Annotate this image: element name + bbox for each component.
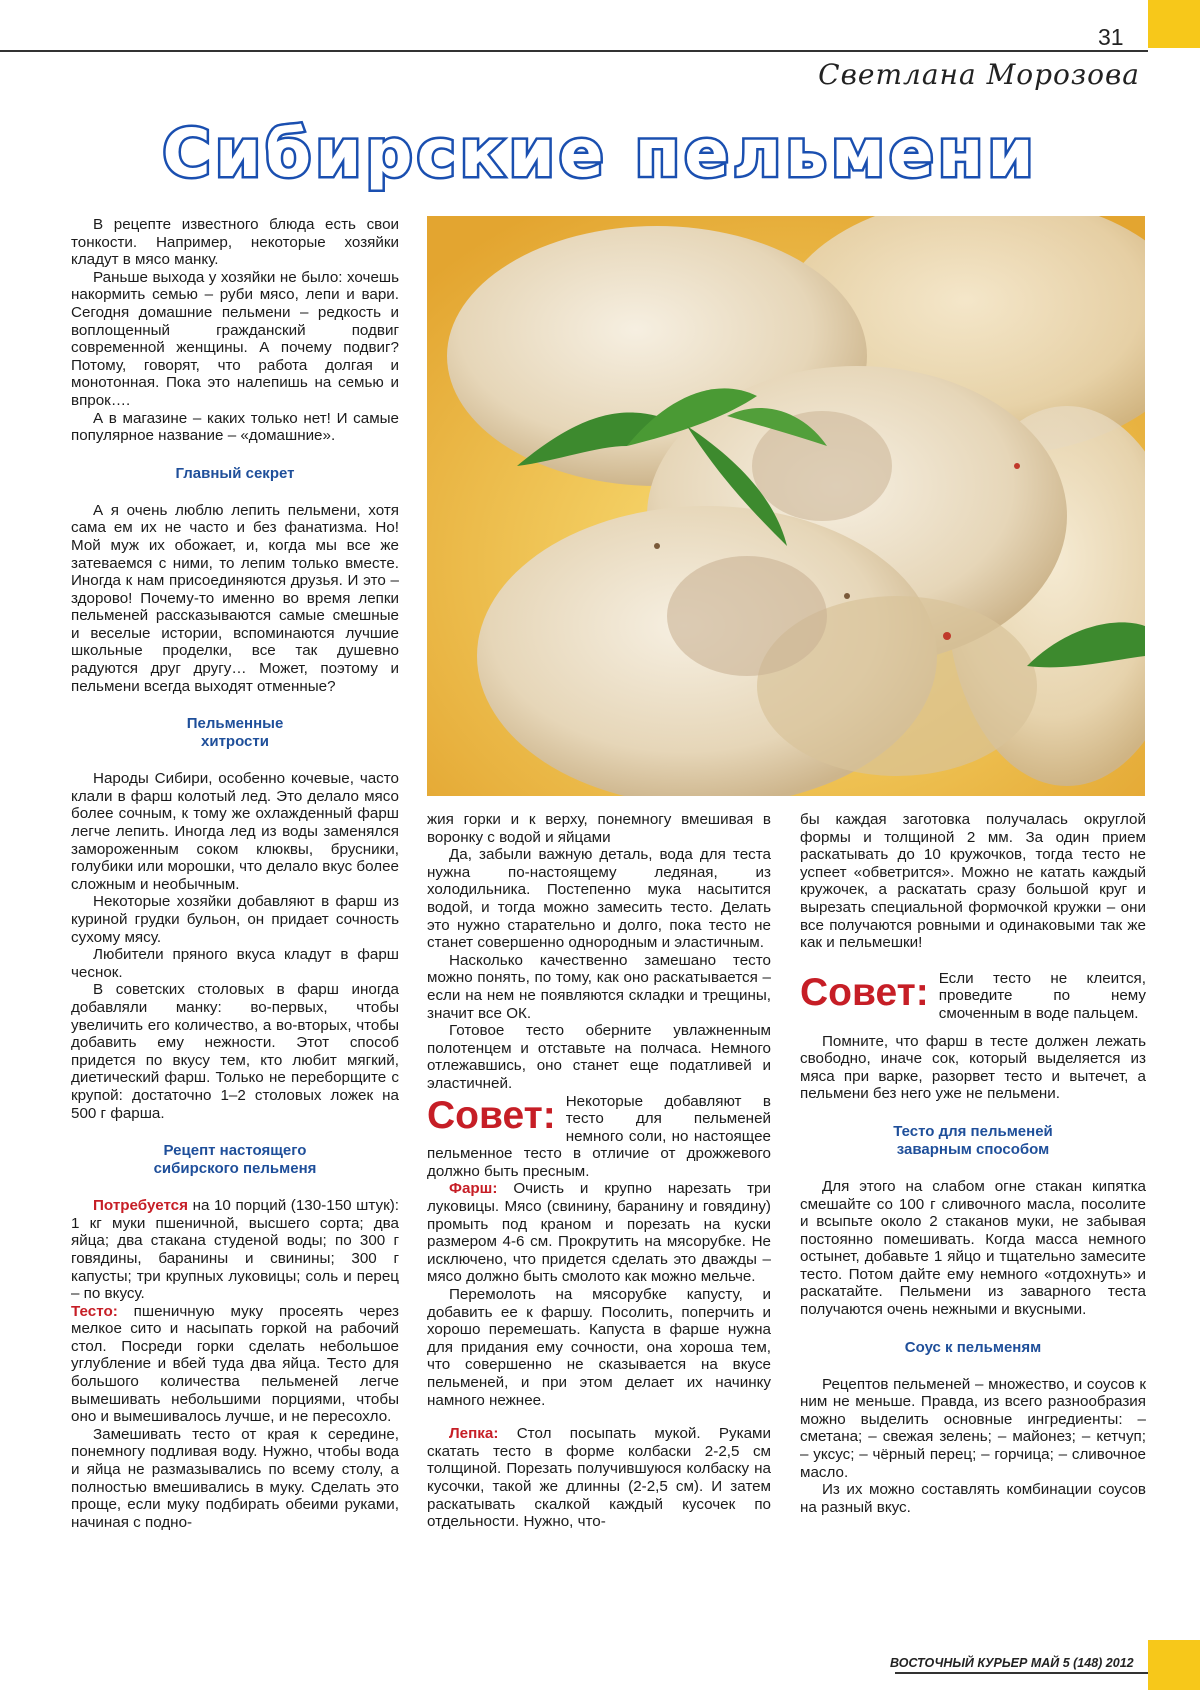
dough-label: Тесто:	[71, 1302, 118, 1320]
paragraph: В рецепте известного блюда есть свои тонкости. Например, некоторые хозяйки кладут в мясо манку.	[71, 216, 399, 269]
footer-rule	[895, 1672, 1148, 1674]
paragraph: Помните, что фарш в тесте должен лежать свободно, иначе сок, который выделяется из мяса при варке, разорвет тесто и вытечет, а пельмени без него уже не пельмени.	[800, 1032, 1146, 1103]
footer-corner-tab	[1148, 1640, 1200, 1690]
filling-label: Фарш:	[449, 1180, 498, 1198]
paragraph: Некоторые хозяйки добавляют в фарш из куриной грудки бульон, он придает сочность сухому мясу.	[71, 893, 399, 946]
header-rule	[0, 50, 1148, 52]
corner-tab	[1148, 0, 1200, 48]
paragraph: А в магазине – каких только нет! И самые популярное название – «домашние».	[71, 409, 399, 445]
paragraph: Рецептов пельменей – множество, и соусов к ним не меньше. Правда, из всего разнообразия можно выделить основные ингредиенты: – сметана; – свежая зелень; – майонез; – кетчуп; – уксус; – чёрный перец; – горчица; – сливочное масло.	[800, 1375, 1146, 1481]
paragraph: Насколько качественно замешано тесто можно понять, по тому, как оно раскатывается – если на нем не появляются складки и трещины, значит все ОК.	[427, 951, 771, 1022]
paragraph: Готовое тесто оберните увлажненным полотенцем и отставьте на полчаса. Немного отлежавшись, оно станет еще податливей и эластичней.	[427, 1022, 771, 1092]
page-number: 31	[1098, 24, 1124, 50]
subheading-sauce: Соус к пельменям	[904, 1338, 1042, 1356]
paragraph: Из их можно составлять комбинации соусов на разный вкус.	[800, 1481, 1146, 1516]
advice-box-2: Совет: Если тесто не клеится, проведите по нему смоченным в воде пальцем.	[800, 969, 1146, 1022]
paragraph: Да, забыли важную деталь, вода для теста нужна по-настоящему ледяная, из холодильника. Постепенно мука насытится водой, и тогда можно замесить тесто. Делать это нужно старательно и долго, пока тесто не станет совершенно однородным и эластичным.	[427, 846, 771, 952]
author-name: Светлана Морозова	[818, 58, 1140, 91]
paragraph: А я очень люблю лепить пельмени, хотя сама ем их не часто и без фанатизма. Но! Мой муж их обожает, и, когда мы все же затеваемся с ними, то лепим только вместе. Иногда к нам присоединяются друзья. И это – здорово! Почему-то именно во время лепки пельменей рассказываются самые смешные и веселые истории, вспоминаются лучшие школьные проделки, все так душевно радуются друг другу… Может, поэтому и пельмени всегда выходят отменные?	[71, 501, 399, 695]
article-title	[70, 118, 1130, 198]
paragraph: Перемолоть на мясорубке капусту, и добавить ее к фаршу. Посолить, поперчить и хорошо перемешать. Капуста в фарше нужна для придания ему сочности, она хороша тем, что совершенно не сказывается на вкусе пельменей, и при этом делает их начинку намного нежнее.	[427, 1286, 771, 1409]
dumplings-illustration	[427, 216, 1145, 796]
paragraph: жия горки и к верху, понемногу вмешивая в воронку с водой и яйцами	[427, 811, 771, 846]
filling-paragraph: Фарш: Очисть и крупно нарезать три луковицы. Мясо (свинину, баранину и говядину) промыть под краном и порезать на куски размером 4-6 см. Прокрутить на мясорубке. Не исключено, что придется сделать это дважды – мясо должно быть смолото как можно мельче.	[427, 1180, 771, 1286]
dough-paragraph: Тесто: пшеничную муку просеять через мелкое сито и насыпать горкой на рабочий стол. Посреди горки сделать небольшое углубление и вбей туда два яйца. Тесто для большого количества пельменей легче вымешивать небольшими порциями, чтобы оно и вымешивалось лучше, и не пересохло.	[71, 1302, 399, 1426]
subheading-tricks: Пельменные хитрости	[186, 715, 284, 751]
subheading-main-secret: Главный секрет	[175, 464, 295, 482]
subheading-choux-dough: Тесто для пельменей заварным способом	[893, 1122, 1053, 1158]
paragraph: В советских столовых в фарш иногда добавляли манку: во-первых, чтобы увеличить его количество, а во-вторых, чтобы добавить ему нежности. Этот способ придется по вкусу тем, кто любит мягкий, диетический фарш. Только не переборщите с крупой: достаточно 1–2 столовых ложек на 500 г фарша.	[71, 981, 399, 1122]
ingredients-label: Потребуется	[93, 1197, 188, 1215]
paragraph: Любители пряного вкуса кладут в фарш чеснок.	[71, 946, 399, 981]
advice-label: Совет:	[800, 970, 929, 1014]
advice-box-1: Совет: Некоторые добавляют в тесто для пельменей немного соли, но настоящее пельменное тесто в отличие от дрожжевого должно быть пресным.	[427, 1092, 771, 1180]
shaping-label: Лепка:	[449, 1425, 499, 1443]
column-3	[800, 811, 1146, 1516]
paragraph: бы каждая заготовка получалась округлой формы и толщиной 2 мм. За один прием раскатывать до 10 кружочков, тогда тесто не успеет «обветрится». Можно не катать каждый кружочек, а раскатать сразу большой круг и вырезать специальной формочкой кружки – они все получаются ровными и одинаковыми так же как и пельмешки!	[800, 811, 1146, 952]
magazine-footer: ВОСТОЧНЫЙ КУРЬЕР МАЙ 5 (148) 2012	[890, 1656, 1134, 1670]
shaping-paragraph: Лепка: Стол посыпать мукой. Руками скатать тесто в форме колбаски 2-2,5 см толщиной. Порезать получившуюся колбаску на кусочки, такой же длинны (2-2,5 см). И затем раскатывать скалкой каждый кусочек по отдельности. Нужно, что-	[427, 1425, 771, 1531]
paragraph: Раньше выхода у хозяйки не было: хочешь накормить семью – руби мясо, лепи и вари. Сегодня домашние пельмени – редкость и воплощенный гражданский подвиг современной женщины. А почему подвиг? Потому, говорят, что работа долгая и монотонная. Пока это налепишь на семью и впрок….	[71, 268, 399, 409]
article-title-text: Сибирские пельмени	[162, 118, 1038, 192]
column-2	[427, 811, 771, 1531]
ingredients-paragraph: Потребуется на 10 порций (130-150 штук): 1 кг муки пшеничной, высшего сорта; два яйца; два стакана студеной воды; по 300 г говядины, баранины и свинины; 300 г капусты; три крупных луковицы; соль и перец – по вкусу.	[71, 1197, 399, 1303]
article-title-block	[0, 118, 1200, 198]
paragraph: Замешивать тесто от края к середине, понемногу подливая воду. Нужно, чтобы вода и яйца не размазывались по всему столу, а полностью вмешивались в муку. Сделать это проще, если муку подбирать обеими руками, начиная с подно-	[71, 1425, 399, 1531]
paragraph: Народы Сибири, особенно кочевые, часто клали в фарш колотый лед. Это делало мясо более сочным, к тому же охлажденный фарш легче лепить. Иногда лед из воды заменялся замороженным соком клюквы, брусники, голубики или морошки, что делало вкус более сложным и необычным.	[71, 770, 399, 893]
paragraph: Для этого на слабом огне стакан кипятка смешайте со 100 г сливочного масла, посолите и всыпьте около 2 стаканов муки, не забывая постоянно помешивать. Когда масса немного остынет, добавьте 1 яйцо и тщательно замесите тесто. Потом дайте ему немного «отдохнуть» и раскатайте. Пельмени из заварного теста получаются очень нежными и вкусными.	[800, 1177, 1146, 1319]
dumplings-photo	[427, 216, 1145, 796]
column-1	[71, 216, 399, 1531]
advice-label: Совет:	[427, 1093, 556, 1137]
subheading-recipe: Рецепт настоящего сибирского пельменя	[153, 1142, 317, 1178]
